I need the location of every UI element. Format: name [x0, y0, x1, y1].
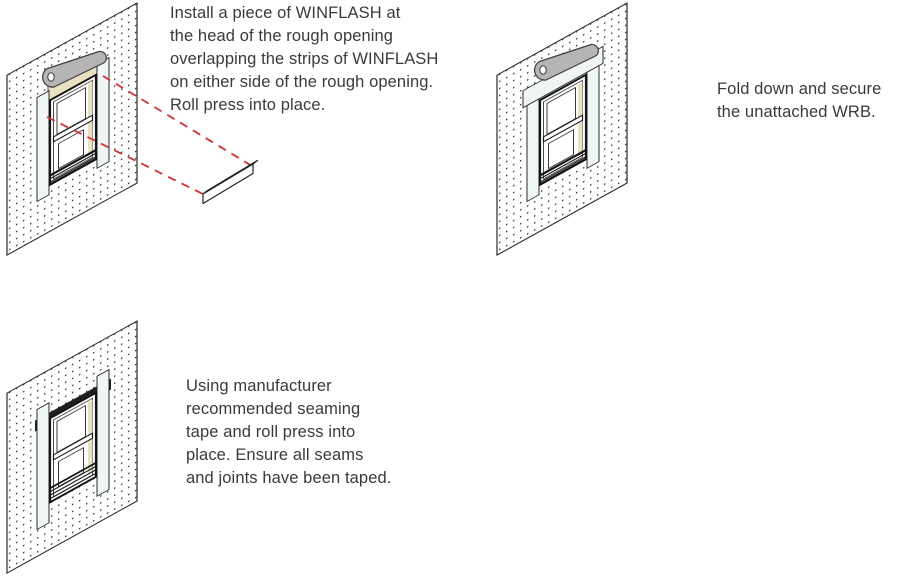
caption-line: place. Ensure all seams [186, 446, 364, 464]
right-jamb-flashing-strip [97, 58, 109, 169]
wrb-roll-curl [48, 73, 54, 81]
winflash-strip-piece [203, 161, 258, 204]
caption-line: Install a piece of WINFLASH at [170, 4, 401, 22]
caption-line: overlapping the strips of WINFLASH [170, 50, 439, 68]
left-jamb-flashing-strip [37, 91, 49, 202]
caption-line: tape and roll press into [186, 423, 356, 441]
caption-install-head-winflash [170, 2, 438, 117]
left-jamb-flashing-strip [37, 403, 49, 530]
caption-line: Fold down and secure [717, 80, 882, 98]
caption-line: the head of the rough opening [170, 27, 394, 45]
diagram-fold-down-wrb [490, 0, 640, 266]
caption-line: the unattached WRB. [717, 103, 876, 121]
winflash-strip-front-face [203, 164, 253, 204]
wrb-roll-curl [540, 66, 546, 74]
diagram-seam-tape [0, 318, 150, 578]
caption-line: recommended seaming [186, 400, 361, 418]
caption-line: Using manufacturer [186, 377, 332, 395]
caption-line: and joints have been taped. [186, 469, 392, 487]
caption-line: on either side of the rough opening. [170, 73, 434, 91]
caption-line: Roll press into place. [170, 96, 326, 114]
caption-seam-tape [186, 375, 391, 490]
caption-fold-down-wrb [717, 78, 881, 124]
right-jamb-flashing-strip [97, 370, 109, 497]
